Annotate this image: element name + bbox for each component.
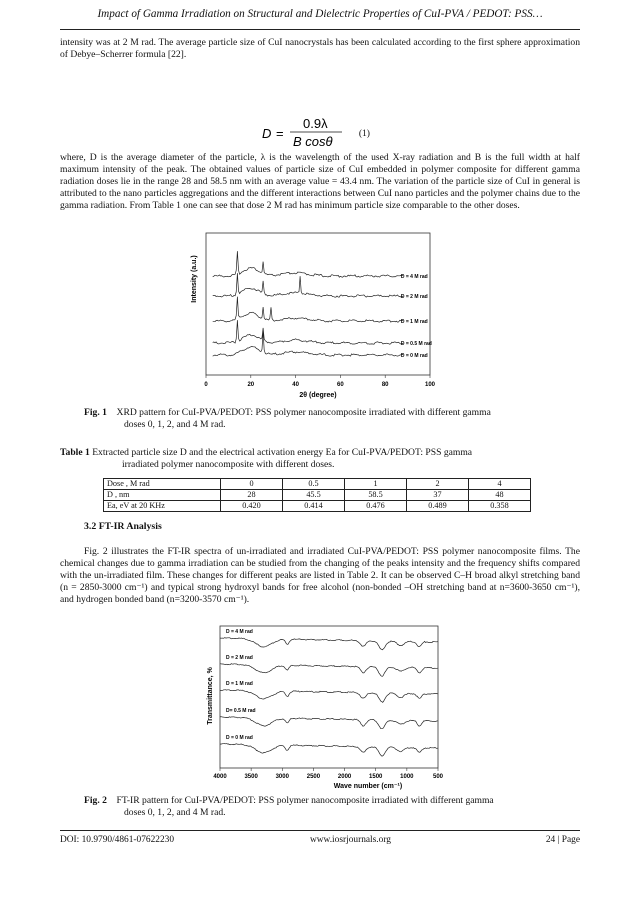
xrd-x-tick-label: 0	[204, 382, 208, 388]
table-row-label: Dose , M rad	[104, 479, 221, 490]
eq-numerator: 0.9λ	[303, 116, 328, 131]
table-cell: 0	[221, 479, 283, 490]
ftir-x-axis-title: Wave number (cm⁻¹)	[333, 783, 403, 790]
figure1-label: Fig. 1	[84, 407, 107, 418]
table-cell: 58.5	[345, 490, 407, 501]
table1-caption-cont: irradiated polymer nanocomposite with different doses.	[122, 459, 335, 470]
footer-doi: DOI: 10.9790/4861-07622230	[60, 835, 175, 845]
section-heading: 3.2 FT-IR Analysis	[84, 521, 162, 532]
table-row	[104, 479, 531, 490]
table1-caption	[60, 447, 580, 471]
table-cell: 1	[345, 479, 407, 490]
xrd-plot-frame	[206, 233, 430, 375]
xrd-series-line	[213, 320, 403, 344]
ftir-x-tick-label: 500	[432, 774, 444, 780]
table-cell: 2	[407, 479, 469, 490]
figure2-label: Fig. 2	[84, 795, 107, 806]
figure2-caption-cont: doses 0, 1, 2, and 4 M rad.	[124, 807, 226, 818]
xrd-x-tick-label: 40	[292, 382, 299, 388]
equation-number: (1)	[358, 128, 370, 139]
ftir-series-label: D = 1 M rad	[226, 681, 253, 687]
table1	[103, 478, 531, 512]
footer-rule	[60, 830, 580, 831]
table1-label: Table 1	[60, 447, 90, 458]
xrd-x-axis-title: 2θ (degree)	[299, 392, 337, 399]
xrd-chart	[178, 229, 448, 403]
table-cell: 4	[469, 479, 531, 490]
ftir-y-axis-title: Transmittance, %	[207, 667, 214, 725]
paragraph-intro: intensity was at 2 M rad. The average particle size of CuI nanocrystals has been calculated according to the first sphere approximation of Debye–Scherrer formula [22].	[60, 37, 580, 60]
ftir-x-tick-label: 2000	[337, 774, 352, 780]
table-cell: 0.420	[221, 501, 283, 512]
ftir-series-line	[220, 664, 438, 677]
table-cell: 48	[469, 490, 531, 501]
figure1-caption-cont: doses 0, 1, 2, and 4 M rad.	[124, 419, 226, 430]
figure1-caption-text: XRD pattern for CuI-PVA/PEDOT: PSS polymer nanocomposite irradiated with different gamma	[116, 407, 491, 418]
xrd-x-tick-label: 20	[247, 382, 255, 388]
ftir-series-line	[220, 744, 438, 756]
eq-lhs: D	[262, 126, 272, 141]
ftir-series-line	[220, 690, 438, 703]
ftir-series-label: D = 0 M rad	[226, 735, 253, 741]
xrd-series-line	[213, 297, 403, 323]
xrd-x-tick-label: 80	[381, 382, 389, 388]
xrd-series-label: D = 0.5 M rad	[400, 341, 432, 347]
equation-svg	[60, 116, 580, 150]
table-row-label: Ea, eV at 20 KHz	[104, 501, 221, 512]
table-cell: 37	[407, 490, 469, 501]
table-cell: 28	[221, 490, 283, 501]
table-cell: 45.5	[283, 490, 345, 501]
ftir-series-label: D = 4 M rad	[226, 629, 253, 635]
footer-page-number: 24 | Page	[545, 835, 580, 845]
ftir-series-line	[220, 638, 438, 650]
table-row	[104, 490, 531, 501]
figure2-caption	[84, 795, 580, 819]
table-cell: 0.476	[345, 501, 407, 512]
ftir-x-tick-label: 3000	[275, 774, 289, 780]
paragraph-particle-size: where, D is the average diameter of the particle, λ is the wavelength of the used X-ray radiation and B is the full width at half maximum intensity of the peak. The obtained values of particle size of CuI embedded in polymer composite for different gamma radiation doses lie in the range 28 and 58.5 nm with an average value = 43.4 nm. The variation of the particle size of CuI in general is attributed to the nano particles aggregations and the different interactions between CuI nano particles and the polymer chains due to the gamma radiation. From Table 1 one can see that dose 2 M rad has minimum particle size comparable to the other doses.	[60, 152, 580, 211]
xrd-series-label: D = 1 M rad	[400, 319, 428, 325]
eq-denominator: B cosθ	[293, 134, 333, 149]
table-cell: 0.358	[469, 501, 531, 512]
ftir-x-tick-label: 4000	[213, 774, 227, 780]
ftir-series-label: D= 0.5 M rad	[226, 708, 256, 714]
running-title: Impact of Gamma Irradiation on Structural and Dielectric Properties of CuI-PVA / PEDOT: PSS…	[97, 8, 543, 20]
xrd-x-tick-label: 100	[424, 382, 436, 388]
ftir-x-tick-label: 1500	[369, 774, 383, 780]
xrd-x-tick-label: 60	[337, 382, 344, 388]
table1-caption-text: Extracted particle size D and the electrical activation energy Ea for CuI-PVA/PEDOT: PSS gamma	[92, 447, 473, 458]
xrd-series-line	[213, 251, 403, 277]
ftir-x-tick-label: 2500	[306, 774, 321, 780]
ftir-chart	[198, 622, 448, 792]
table-row-label: D , nm	[104, 490, 221, 501]
ftir-x-tick-label: 1000	[400, 774, 414, 780]
paragraph-ftir: Fig. 2 illustrates the FT-IR spectra of un-irradiated and irradiated CuI-PVA/PEDOT: PSS polymer nanocomposite films. The chemical changes due to gamma irradiation can be studied from the changing of the peaks intensity and the frequency shifts compared with the un-irradiated film. These changes for different peaks are listed in Table 2. It can be observed C–H broad alkyl stretching band (n = 2850-3000 cm⁻¹) and typical strong hydroxyl bands for free alcohol (non-bonded –OH stretching band at n=3600-3650 cm⁻¹), and hydrogen bonded band (n=3200-3570 cm⁻¹).	[60, 546, 580, 605]
table-cell: 0.489	[407, 501, 469, 512]
ftir-series-label: D = 2 M rad	[226, 655, 253, 661]
ftir-x-tick-label: 3500	[244, 774, 258, 780]
header-rule	[60, 29, 580, 30]
table-row	[104, 501, 531, 512]
xrd-y-axis-title: Intensity (a.u.)	[191, 255, 198, 303]
figure2-caption-text: FT-IR pattern for CuI-PVA/PEDOT: PSS polymer nanocomposite irradiated with different gamma	[116, 795, 494, 806]
footer-site: www.iosrjournals.org	[310, 835, 391, 845]
eq-equals: =	[276, 126, 284, 141]
ftir-series-line	[220, 716, 438, 728]
xrd-series-label: D = 4 M rad	[400, 274, 428, 280]
figure1-caption	[84, 407, 580, 431]
table-cell: 0.414	[283, 501, 345, 512]
equation-debye-scherrer	[60, 116, 580, 148]
table-cell: 0.5	[283, 479, 345, 490]
xrd-series-label: D = 0 M rad	[400, 353, 428, 359]
xrd-series-label: D = 2 M rad	[400, 294, 428, 300]
